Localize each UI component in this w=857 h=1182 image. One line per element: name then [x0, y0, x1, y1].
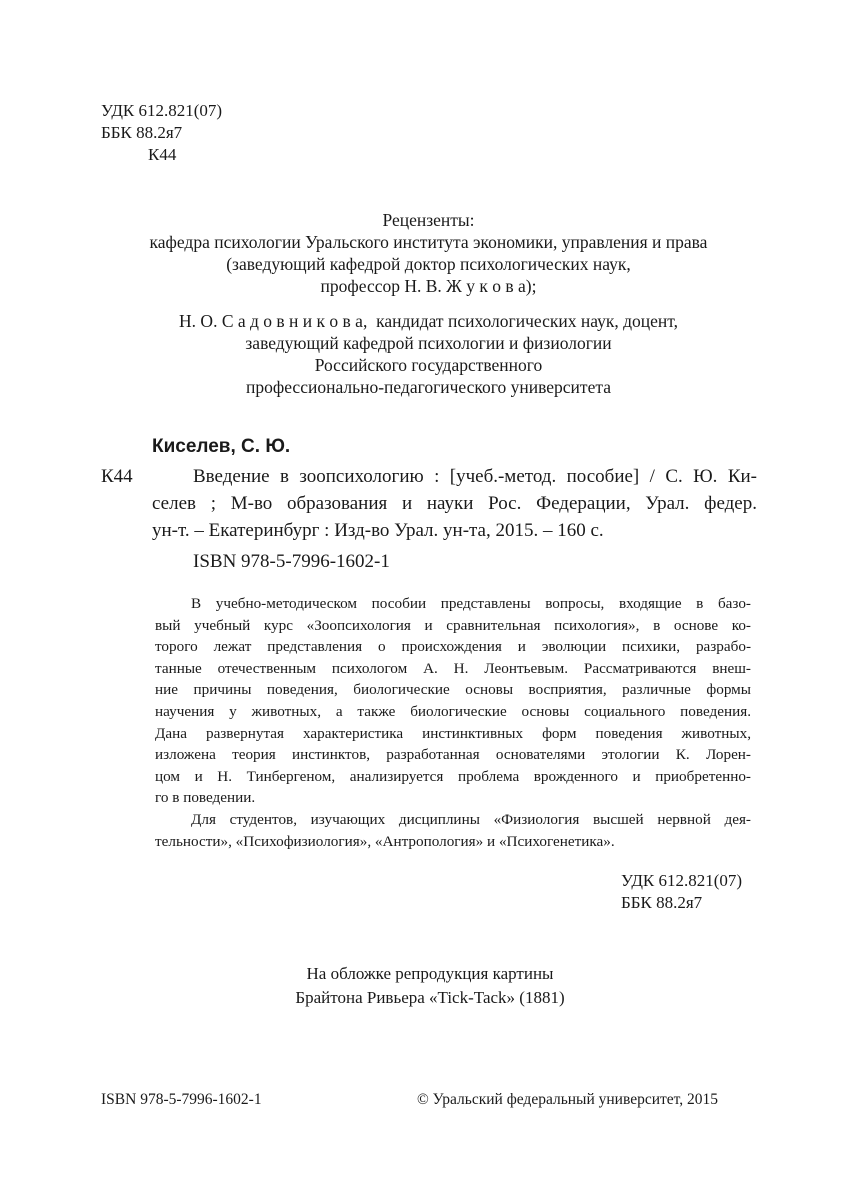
cover-note-line: Брайтона Ривьера «Tick-Tack» (1881) [295, 988, 565, 1007]
abstract-line: ние причины поведения, биологические основы восприятия, различные формы [155, 681, 751, 699]
reviewers-title: Рецензенты: [382, 210, 475, 230]
classification-bbk: ББК 88.2я7 [621, 893, 703, 912]
bibliography-author-mark: К44 [101, 466, 133, 487]
abstract [155, 593, 751, 852]
abstract-line: вый учебный курс «Зоопсихология и сравнительная психология», в основе ко- [155, 616, 751, 634]
reviewer2-line: Российского государственного [314, 355, 543, 375]
abstract-line: тельности», «Психофизиология», «Антропология» и «Психогенетика». [155, 832, 615, 850]
bibliography-line: ун-т. – Екатеринбург : Изд-во Урал. ун-та, 2015. – 160 с. [152, 520, 604, 541]
cover-note-line: На обложке репродукция картины [306, 964, 554, 983]
bibliography-author: Киселев, С. Ю. [152, 436, 291, 457]
abstract-line: научения у животных, а также биологические основы социального поведения. [155, 702, 751, 720]
reviewer1-line: (заведующий кафедрой доктор психологических наук, [226, 254, 631, 274]
reviewer2-name: Н. О. С а д о в н и к о в а, [179, 311, 368, 331]
reviewer2-line: кандидат психологических наук, доцент, [376, 311, 678, 331]
cover-note [230, 962, 630, 1010]
abstract-line: цом и Н. Тинбергеном, анализируется проблема врожденного и приобретенно- [155, 767, 751, 785]
reviewer2-block [60, 310, 797, 398]
reviewer2-line: заведующий кафедрой психологии и физиологии [245, 333, 612, 353]
reviewers-block [60, 209, 797, 297]
abstract-line: торого лежат представления о происхождения и эволюции психики, разрабо- [155, 638, 751, 656]
abstract-line: изложена теория инстинктов, разработанная основателями этологии К. Лорен- [155, 746, 751, 764]
abstract-line: Дана развернутая характеристика инстинктивных форм поведения животных, [155, 724, 751, 742]
reviewer1-line: профессор Н. В. Ж у к о в а); [320, 276, 537, 296]
header-udk: УДК 612.821(07) [101, 101, 223, 120]
abstract-line: го в поведении. [155, 789, 256, 807]
bibliography-line: Введение в зоопсихологию : [учеб.-метод. пособие] / С. Ю. Ки- [193, 466, 757, 487]
classification-udk: УДК 612.821(07) [621, 871, 743, 890]
reviewer2-line: профессионально-педагогического университета [246, 377, 611, 397]
footer-copyright: © Уральский федеральный университет, 2015 [417, 1091, 719, 1108]
abstract-line: танные отечественным психологом А. Н. Леонтьевым. Рассматриваются внеш- [155, 659, 751, 677]
reviewer2-first-line [60, 310, 797, 332]
abstract-line: В учебно-методическом пособии представлены вопросы, входящие в базо- [191, 595, 751, 612]
header-author-mark: К44 [148, 145, 177, 164]
bibliography-record [152, 463, 757, 544]
footer-isbn: ISBN 978-5-7996-1602-1 [101, 1091, 262, 1108]
bibliography-line: селев ; М-во образования и науки Рос. Федерации, Урал. федер. [152, 493, 757, 514]
bibliography-isbn: ISBN 978-5-7996-1602-1 [193, 551, 390, 572]
abstract-line: Для студентов, изучающих дисциплины «Физиология высшей нервной дея- [191, 810, 751, 828]
reviewer1-line: кафедра психологии Уральского института экономики, управления и права [149, 232, 708, 252]
header-bbk: ББК 88.2я7 [101, 123, 183, 142]
